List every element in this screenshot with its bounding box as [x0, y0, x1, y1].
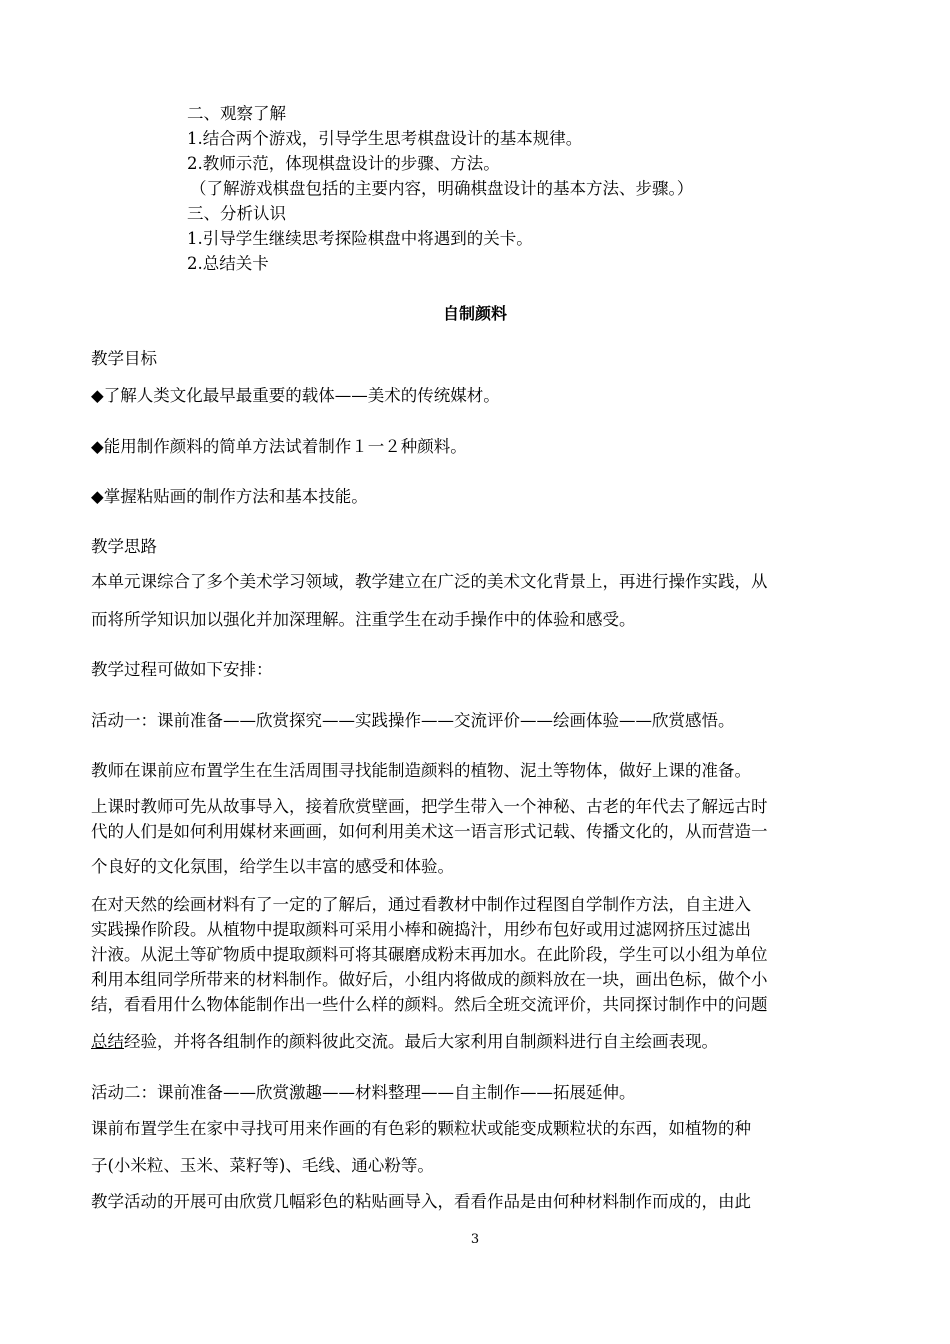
paragraph-line: 本单元课综合了多个美术学习领域，教学建立在广泛的美术文化背景上，再进行操作实践，从 [91, 572, 768, 591]
underlined-word: 总结 [91, 1032, 124, 1051]
list-item: 2.总结关卡 [187, 254, 269, 273]
paragraph-text: 经验，并将各组制作的颜料彼此交流。最后大家利用自制颜料进行自主绘画表现。 [124, 1032, 718, 1051]
section-heading: 三、分析认识 [187, 204, 286, 223]
paragraph-line: 上课时教师可先从故事导入，接着欣赏壁画，把学生带入一个神秘、古老的年代去了解远古时 [91, 797, 768, 816]
paragraph-line: 在对天然的绘画材料有了一定的了解后，通过看教材中制作过程图自学制作方法，自主进入 [91, 895, 751, 914]
lesson-title: 自制颜料 [442, 304, 507, 323]
page-number: 3 [470, 1232, 480, 1247]
paragraph-line: 课前布置学生在家中寻找可用来作画的有色彩的颗粒状或能变成颗粒状的东西，如植物的种 [91, 1119, 751, 1138]
paragraph-line: 汁液。从泥土等矿物质中提取颜料可将其碾磨成粉末再加水。在此阶段，学生可以小组为单位 [91, 945, 768, 964]
section-heading: 二、观察了解 [187, 104, 286, 123]
goal-item: ◆掌握粘贴画的制作方法和基本技能。 [91, 487, 368, 506]
list-item: 1.结合两个游戏，引导学生思考棋盘设计的基本规律。 [187, 129, 583, 148]
approach-heading: 教学思路 [91, 537, 157, 556]
list-item: 2.教师示范，体现棋盘设计的步骤、方法。 [187, 154, 500, 173]
paragraph-line: 个良好的文化氛围，给学生以丰富的感受和体验。 [91, 857, 454, 876]
paragraph-line: 子(小米粒、玉米、菜籽等)、毛线、通心粉等。 [91, 1156, 434, 1175]
process-intro: 教学过程可做如下安排： [91, 660, 273, 679]
paragraph-line: 实践操作阶段。从植物中提取颜料可采用小棒和碗捣汁，用纱布包好或用过滤网挤压过滤出 [91, 920, 751, 939]
activity-heading: 活动二：课前准备——欣赏激趣——材料整理——自主制作——拓展延伸。 [91, 1083, 636, 1102]
paragraph-line: 而将所学知识加以强化并加深理解。注重学生在动手操作中的体验和感受。 [91, 610, 636, 629]
goals-heading: 教学目标 [91, 349, 157, 368]
goal-item: ◆能用制作颜料的简单方法试着制作１一２种颜料。 [91, 437, 467, 456]
note-text: （了解游戏棋盘包括的主要内容，明确棋盘设计的基本方法、步骤。） [190, 179, 694, 198]
paragraph-line: 教学活动的开展可由欣赏几幅彩色的粘贴画导入，看看作品是由何种材料制作而成的，由此 [91, 1192, 751, 1211]
paragraph-line: 教师在课前应布置学生在生活周围寻找能制造颜料的植物、泥土等物体，做好上课的准备。 [91, 761, 751, 780]
paragraph-line: 利用本组同学所带来的材料制作。做好后，小组内将做成的颜料放在一块，画出色标，做个小 [91, 970, 768, 989]
paragraph-line [91, 1032, 718, 1052]
list-item: 1.引导学生继续思考探险棋盘中将遇到的关卡。 [187, 229, 533, 248]
paragraph-line: 代的人们是如何利用媒材来画画，如何利用美术这一语言形式记载、传播文化的，从而营造一 [91, 822, 768, 841]
paragraph-line: 结，看看用什么物体能制作出一些什么样的颜料。然后全班交流评价，共同探讨制作中的问题 [91, 995, 768, 1014]
goal-item: ◆了解人类文化最早最重要的载体——美术的传统媒材。 [91, 386, 500, 405]
activity-heading: 活动一：课前准备——欣赏探究——实践操作——交流评价——绘画体验——欣赏感悟。 [91, 711, 735, 730]
